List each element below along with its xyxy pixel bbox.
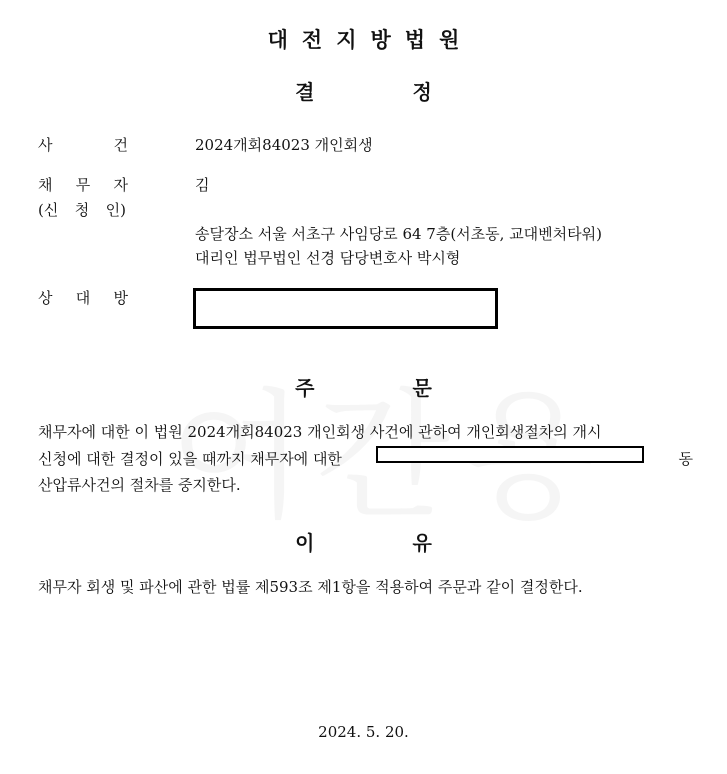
order-line-2-text: 신청에 대한 결정이 있을 때까지 채무자에 대한 [38, 449, 342, 468]
sublabel-part: 인) [105, 201, 126, 219]
applicant-sublabel [38, 199, 126, 220]
order-line-2-end: 동 [678, 449, 693, 468]
counterparty-label [38, 287, 128, 308]
order-heading-char-1: 주 [295, 376, 315, 400]
reason-heading-char-2: 유 [412, 531, 432, 555]
redaction-box-inline [376, 446, 644, 463]
representative: 대리인 법무법인 선경 담당변호사 박시형 [195, 249, 461, 267]
order-line-3: 산압류사건의 절차를 중지한다. [38, 476, 241, 494]
decision-date: 2024. 5. 20. [318, 723, 409, 741]
order-heading [0, 372, 727, 401]
reason-heading [0, 527, 727, 556]
order-text [38, 419, 693, 499]
case-label [38, 134, 128, 155]
debtor-label-char: 자 [113, 176, 128, 194]
counterparty-label-char: 대 [75, 289, 91, 307]
order-line-1: 채무자에 대한 이 법원 2024개회84023 개인회생 사건에 관하여 개인회생절차의 개시 [38, 423, 602, 441]
document-type-char-1: 결 [295, 80, 315, 104]
document-type-char-2: 정 [412, 80, 432, 104]
service-address: 송달장소 서울 서초구 사임당로 64 7층(서초동, 교대벤처타워) [195, 225, 602, 243]
sublabel-part: 청 [74, 201, 90, 219]
order-line-2 [38, 446, 693, 473]
case-label-char: 건 [113, 136, 128, 154]
counterparty-label-char: 상 [38, 289, 53, 307]
sublabel-part: (신 [38, 201, 59, 219]
debtor-name: 김 [195, 176, 210, 194]
redaction-box [193, 288, 498, 329]
case-label-char: 사 [38, 136, 53, 154]
order-heading-char-2: 문 [412, 376, 432, 400]
case-number: 2024개회84023 개인회생 [195, 136, 373, 154]
reason-heading-char-1: 이 [295, 531, 315, 555]
court-name: 대전지방법원 [267, 28, 474, 52]
counterparty-label-char: 방 [113, 289, 128, 307]
debtor-label-char: 채 [38, 176, 53, 194]
document-type-heading [0, 76, 727, 105]
reason-text: 채무자 회생 및 파산에 관한 법률 제593조 제1항을 적용하여 주문과 같이 결정한다. [38, 578, 583, 596]
debtor-label-char: 무 [75, 176, 91, 194]
debtor-label [38, 174, 128, 195]
